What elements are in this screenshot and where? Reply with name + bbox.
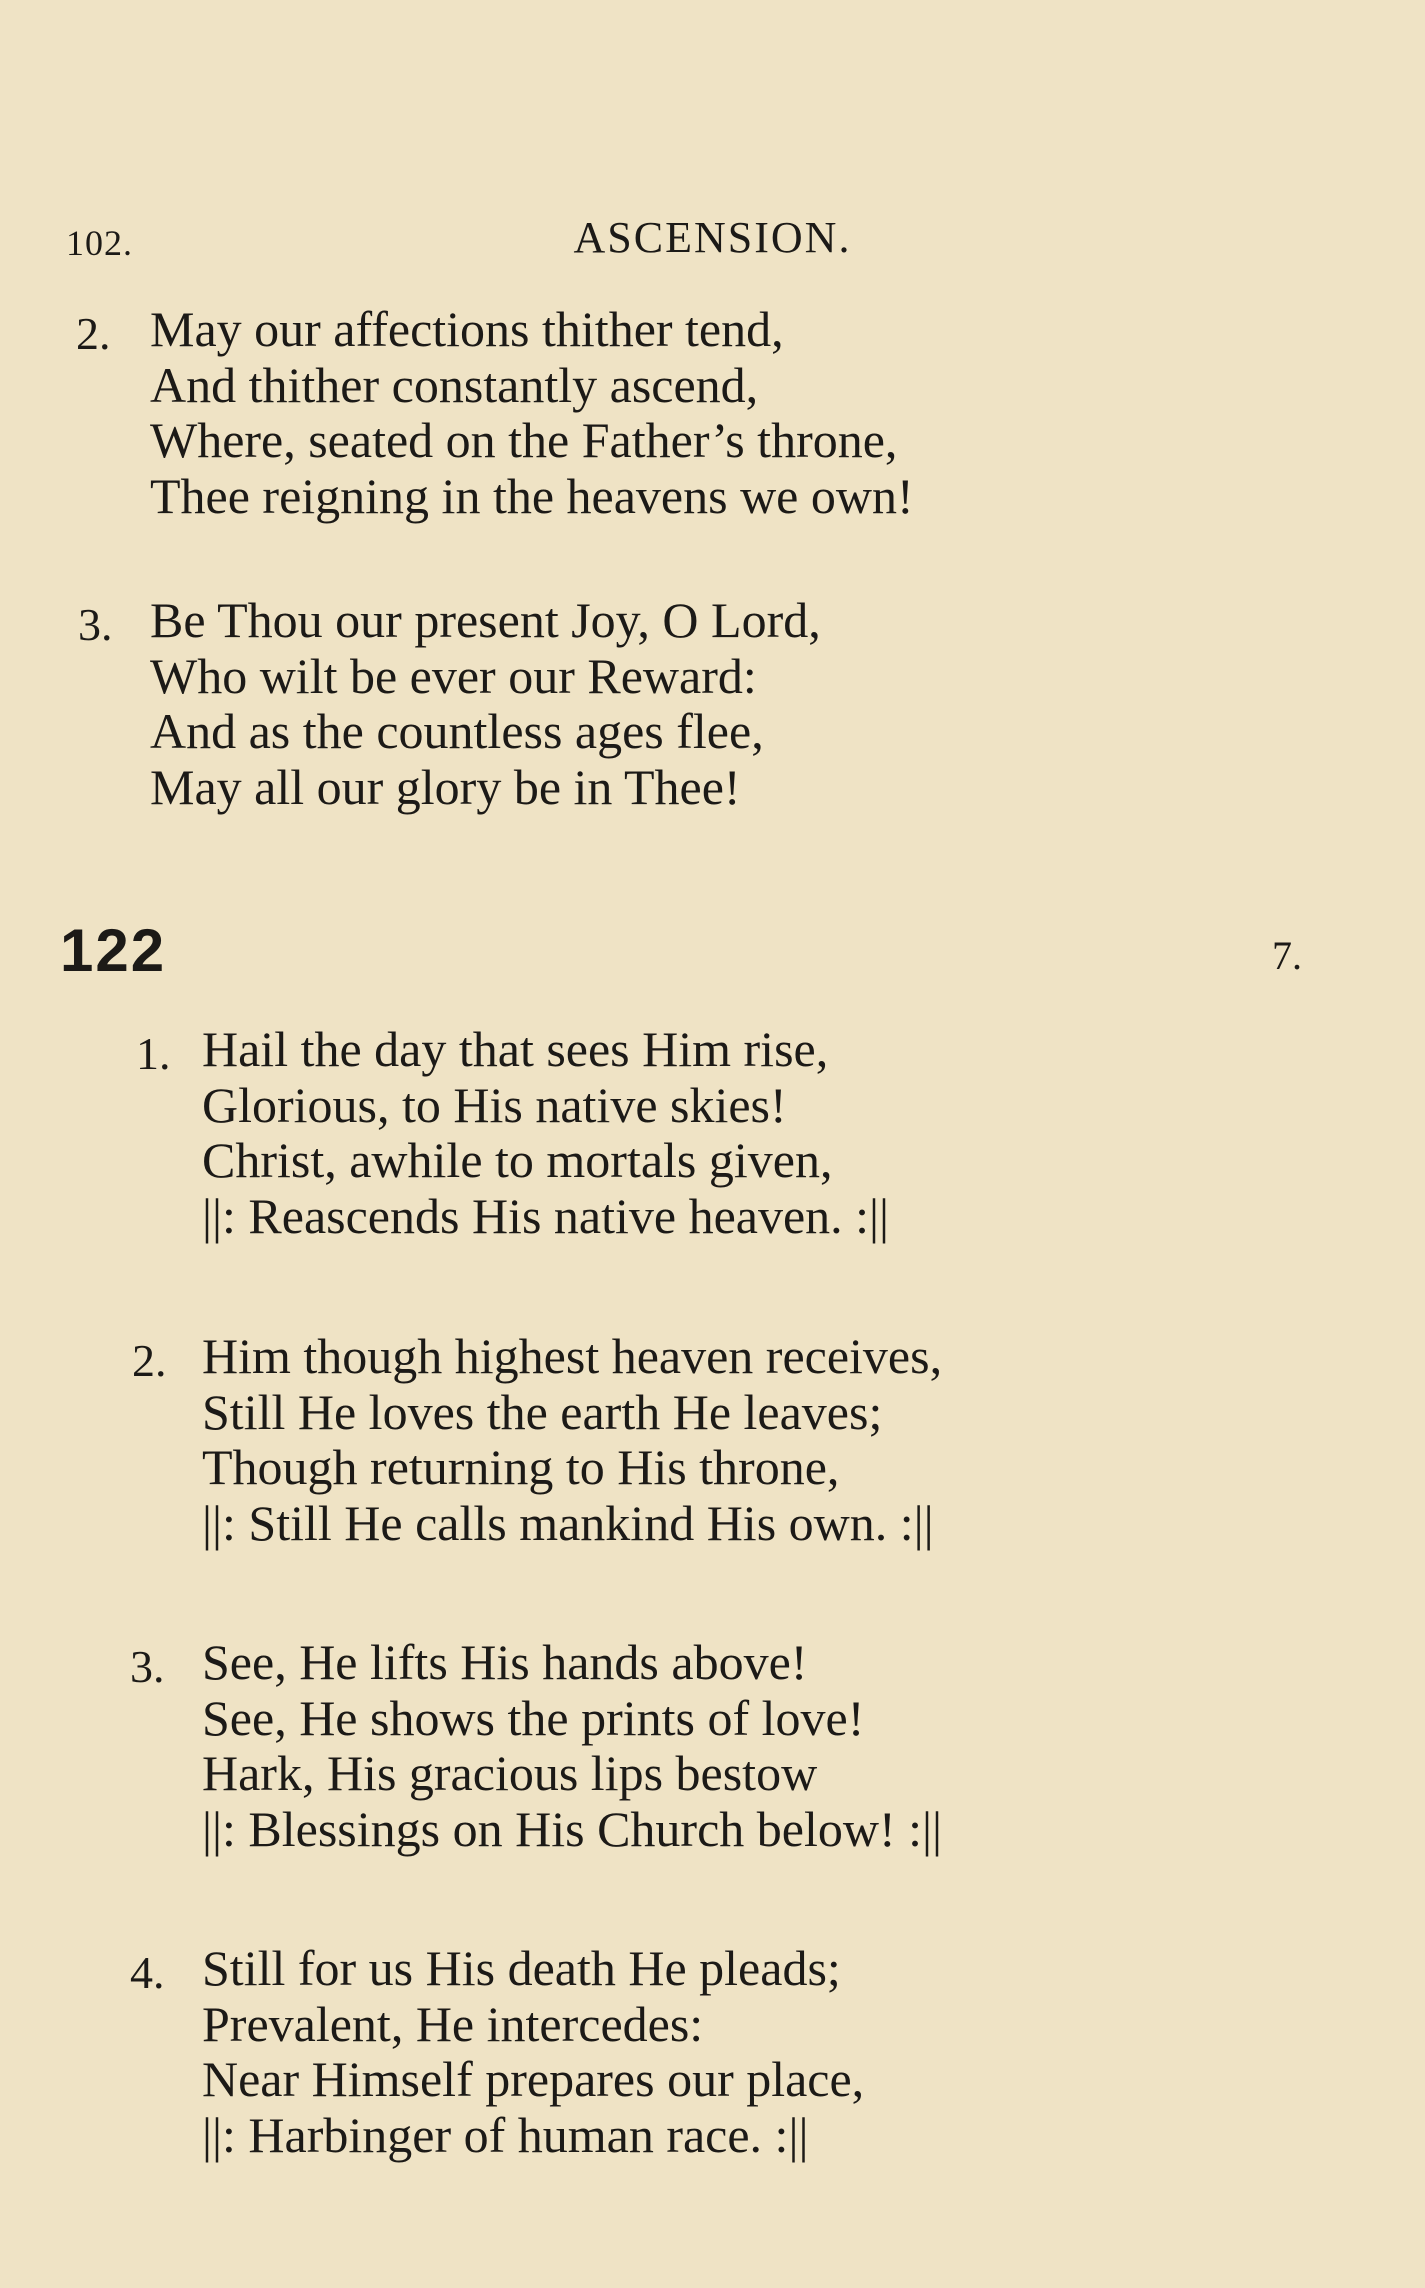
running-title: ASCENSION. xyxy=(573,213,852,262)
verse-line: Christ, awhile to mortals given, xyxy=(202,1132,833,1188)
hymn-meter: 7. xyxy=(1272,933,1302,978)
verse-line: Him though highest heaven receives, xyxy=(202,1328,943,1384)
verse-line: See, He shows the prints of love! xyxy=(202,1689,865,1746)
verse-line: Hark, His gracious lips bestow xyxy=(202,1745,818,1801)
verse-line: ||: Still He calls mankind His own. :|| xyxy=(202,1494,934,1551)
verse-line: Glorious, to His native skies! xyxy=(202,1076,787,1133)
verse-line: May all our glory be in Thee! xyxy=(150,758,741,815)
stanza-number: 4. xyxy=(130,1947,165,1998)
verse-line: Though returning to His throne, xyxy=(202,1439,840,1495)
verse-line: Who wilt be ever our Reward: xyxy=(150,647,757,704)
hymn-stanza-3 xyxy=(130,1634,943,1857)
verse-line: Still He loves the earth He leaves; xyxy=(202,1383,883,1440)
stanza-number: 2. xyxy=(132,1335,167,1386)
verse-line: And as the countless ages flee, xyxy=(150,703,764,759)
hymn-stanza-2 xyxy=(132,1328,943,1551)
verse-line: ||: Reascends His native heaven. :|| xyxy=(202,1187,890,1244)
prev-stanza-3 xyxy=(78,592,821,815)
hymn-stanza-4 xyxy=(130,1940,865,2163)
verse-line: Near Himself prepares our place, xyxy=(202,2051,865,2107)
stanza-number: 2. xyxy=(76,308,111,359)
verse-line: See, He lifts His hands above! xyxy=(202,1634,808,1690)
stanza-number: 3. xyxy=(130,1641,165,1692)
verse-line: Hail the day that sees Him rise, xyxy=(202,1021,829,1077)
hymn-stanza-1 xyxy=(136,1021,890,1244)
stanza-number: 1. xyxy=(136,1028,171,1079)
verse-line: May our affections thither tend, xyxy=(150,301,784,357)
verse-line: Where, seated on the Father’s throne, xyxy=(150,412,898,468)
prev-stanza-2 xyxy=(76,301,914,524)
verse-line: Prevalent, He intercedes: xyxy=(202,1995,704,2052)
verse-line: Still for us His death He pleads; xyxy=(202,1940,841,1996)
verse-line: Be Thou our present Joy, O Lord, xyxy=(150,592,821,648)
page-header xyxy=(0,212,1425,272)
verse-line: And thither constantly ascend, xyxy=(150,356,759,413)
verse-line: ||: Blessings on His Church below! :|| xyxy=(202,1800,943,1857)
verse-line: Thee reigning in the heavens we own! xyxy=(150,467,914,524)
page-number: 102. xyxy=(66,223,133,263)
verse-line: ||: Harbinger of human race. :|| xyxy=(202,2106,809,2163)
stanza-number: 3. xyxy=(78,599,113,650)
hymn-number: 122 xyxy=(60,917,167,984)
